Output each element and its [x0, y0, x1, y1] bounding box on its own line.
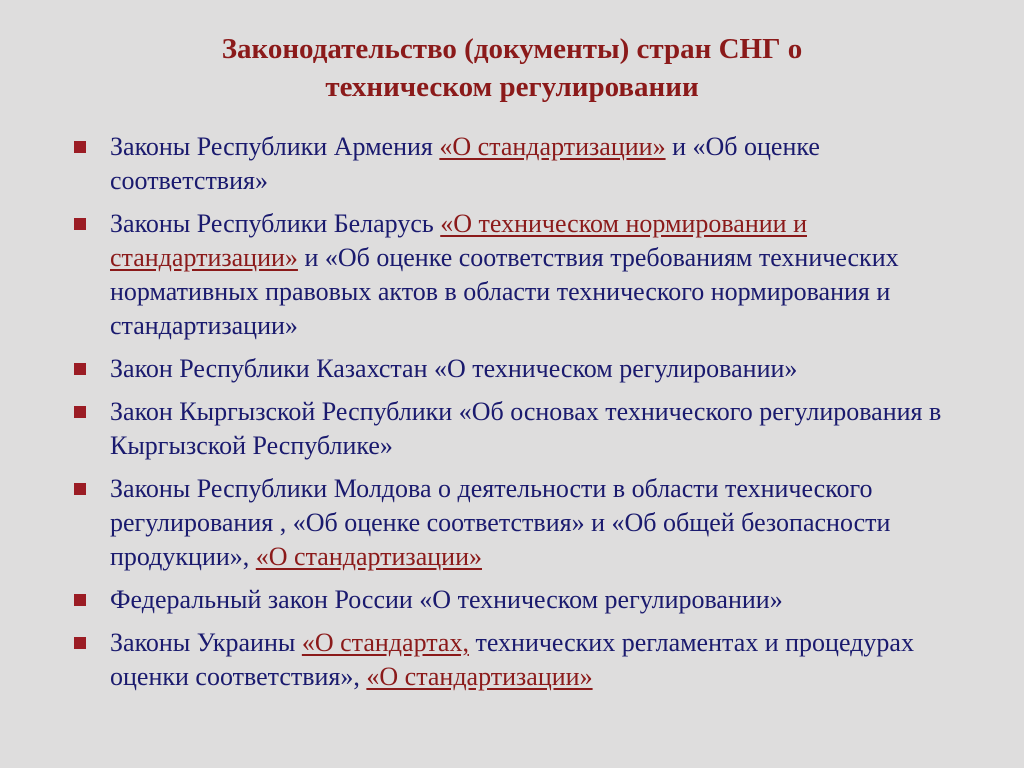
item-text: Законы Республики Молдова о деятельности в области технического регулирования , «Об оценке соответствия» и «Об общей безопасности продукции», — [110, 474, 891, 571]
item-text: Закон Республики Казахстан «О техническом регулировании» — [110, 354, 798, 383]
square-bullet-icon — [74, 406, 86, 418]
list-item-russia — [70, 583, 970, 617]
link-belarus-technical-norming[interactable]: «О техническом нормировании и стандартизации» — [110, 209, 807, 272]
link-ukraine-standards[interactable]: «О стандартах, — [301, 628, 469, 657]
link-ukraine-standardization[interactable]: «О стандартизации» — [366, 662, 593, 691]
square-bullet-icon — [74, 218, 86, 230]
list-item-kyrgyzstan — [70, 395, 970, 463]
link-armenia-standardization[interactable]: «О стандартизации» — [439, 132, 666, 161]
list-item-kazakhstan — [70, 352, 970, 386]
slide-title-line-1: Законодательство (документы) стран СНГ о — [221, 33, 803, 65]
item-text: и «Об оценке соответствия требованиям технических нормативных правовых актов в области технического нормирования и стандартизации» — [110, 243, 899, 340]
list-item-moldova — [70, 472, 970, 574]
item-text: технических регламентах и процедурах оценки соответствия», — [110, 628, 914, 691]
square-bullet-icon — [74, 594, 86, 606]
square-bullet-icon — [74, 363, 86, 375]
item-text: Федеральный закон России «О техническом регулировании» — [110, 585, 783, 614]
item-text: и «Об оценке соответствия» — [110, 132, 820, 195]
item-text: Законы Республики Беларусь — [110, 209, 441, 238]
square-bullet-icon — [74, 141, 86, 153]
list-item-armenia — [70, 130, 970, 198]
slide-title-line-2: техническом регулировании — [325, 71, 699, 103]
list-item-ukraine — [70, 626, 970, 694]
slide-title — [60, 30, 964, 106]
law-list — [70, 130, 970, 703]
list-item-belarus — [70, 207, 970, 343]
square-bullet-icon — [74, 483, 86, 495]
item-text: Законы Украины — [110, 628, 302, 657]
item-text: Закон Кыргызской Республики «Об основах технического регулирования в Кыргызской Республике» — [110, 397, 942, 460]
square-bullet-icon — [74, 637, 86, 649]
link-moldova-standardization[interactable]: «О стандартизации» — [255, 542, 482, 571]
item-text: Законы Республики Армения — [110, 132, 440, 161]
